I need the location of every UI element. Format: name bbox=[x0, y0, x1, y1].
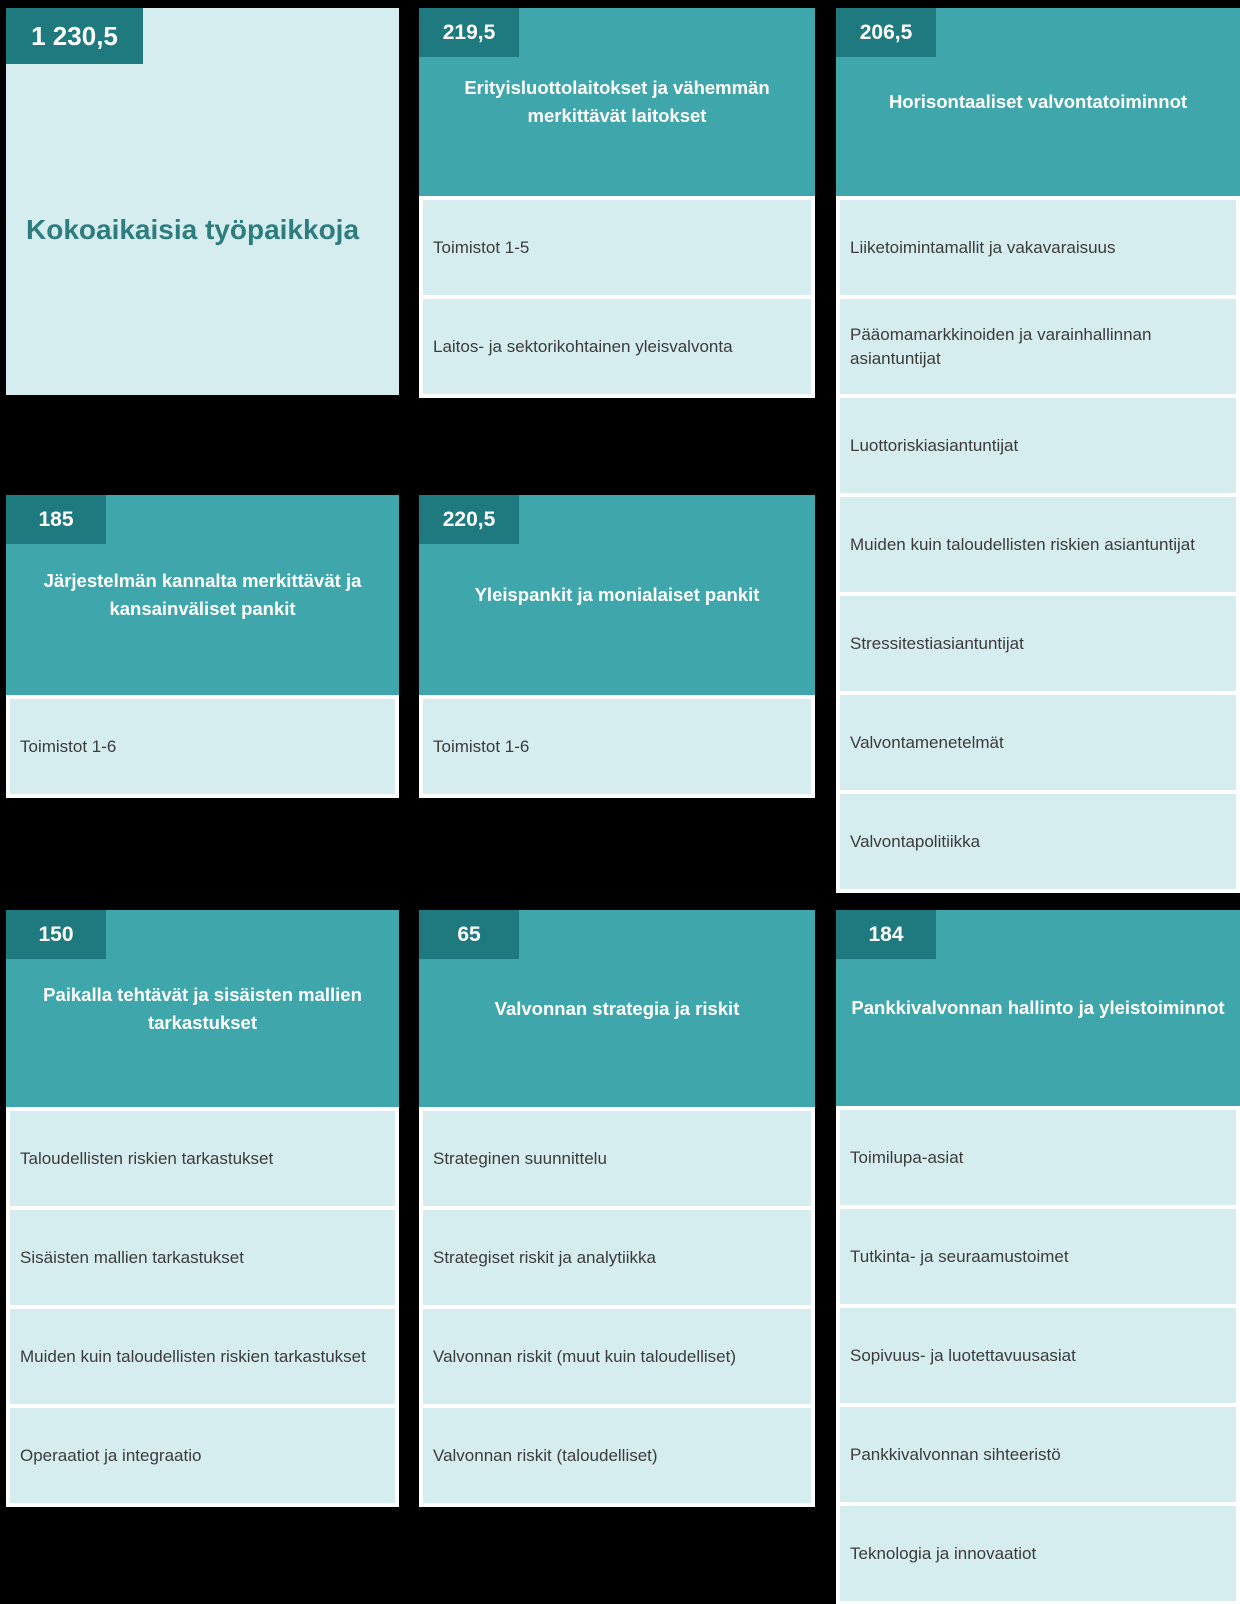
card-systemic-international-banks bbox=[6, 495, 399, 798]
list-item: Stressitestiasiantuntijat bbox=[840, 596, 1236, 691]
summary-card-total-fte bbox=[6, 8, 399, 395]
list-item: Luottoriskiasiantuntijat bbox=[840, 398, 1236, 493]
fte-badge: 65 bbox=[419, 910, 519, 959]
card-header bbox=[6, 910, 399, 1107]
list-item: Toimilupa-asiat bbox=[840, 1110, 1236, 1205]
card-items bbox=[836, 196, 1240, 893]
card-title: Erityisluottolaitokset ja vähemmän merkittävät laitokset bbox=[464, 77, 770, 126]
fte-badge-total: 1 230,5 bbox=[6, 8, 143, 64]
summary-title: Kokoaikaisia työpaikkoja bbox=[26, 214, 360, 245]
card-items bbox=[836, 1106, 1240, 1604]
list-item: Taloudellisten riskien tarkastukset bbox=[10, 1111, 395, 1206]
list-item: Toimistot 1-5 bbox=[423, 200, 811, 295]
list-item: Strategiset riskit ja analytiikka bbox=[423, 1210, 811, 1305]
card-items bbox=[6, 695, 399, 798]
card-supervisory-strategy-and-risk bbox=[419, 910, 815, 1507]
column-middle bbox=[419, 8, 815, 1507]
fte-badge: 185 bbox=[6, 495, 106, 544]
list-item: Valvonnan riskit (taloudelliset) bbox=[423, 1408, 811, 1503]
card-items bbox=[419, 695, 815, 798]
card-title: Paikalla tehtävät ja sisäisten mallien tarkastukset bbox=[43, 983, 362, 1033]
fte-badge: 219,5 bbox=[419, 8, 519, 57]
list-item: Sisäisten mallien tarkastukset bbox=[10, 1210, 395, 1305]
card-special-credit-less-significant-institutions bbox=[419, 8, 815, 398]
list-item: Valvontapolitiikka bbox=[840, 794, 1236, 889]
card-title: Yleispankit ja monialaiset pankit bbox=[474, 584, 760, 606]
card-header bbox=[6, 495, 399, 695]
card-title: Pankkivalvonnan hallinto ja yleistoiminnot bbox=[851, 997, 1225, 1019]
fte-badge: 184 bbox=[836, 910, 936, 959]
card-title: Valvonnan strategia ja riskit bbox=[494, 997, 740, 1019]
fte-badge: 220,5 bbox=[419, 495, 519, 544]
card-items bbox=[6, 1107, 399, 1507]
column-right bbox=[836, 8, 1240, 1604]
list-item: Laitos- ja sektorikohtainen yleisvalvonta bbox=[423, 299, 811, 394]
list-item: Valvontamenetelmät bbox=[840, 695, 1236, 790]
card-header bbox=[419, 495, 815, 695]
list-item: Muiden kuin taloudellisten riskien tarkastukset bbox=[10, 1309, 395, 1404]
list-item: Strateginen suunnittelu bbox=[423, 1111, 811, 1206]
card-header bbox=[419, 8, 815, 196]
list-item: Liiketoimintamallit ja vakavaraisuus bbox=[840, 200, 1236, 295]
card-onsite-internal-model-inspections bbox=[6, 910, 399, 1507]
card-header bbox=[836, 910, 1240, 1106]
card-governance-and-operations bbox=[836, 910, 1240, 1604]
list-item: Muiden kuin taloudellisten riskien asiantuntijat bbox=[840, 497, 1236, 592]
column-left bbox=[6, 8, 399, 1507]
fte-badge: 206,5 bbox=[836, 8, 936, 57]
list-item: Toimistot 1-6 bbox=[423, 699, 811, 794]
list-item: Pääomamarkkinoiden ja varainhallinnan asiantuntijat bbox=[840, 299, 1236, 394]
card-items bbox=[419, 196, 815, 398]
list-item: Valvonnan riskit (muut kuin taloudelliset) bbox=[423, 1309, 811, 1404]
list-item: Pankkivalvonnan sihteeristö bbox=[840, 1407, 1236, 1502]
card-header bbox=[419, 910, 815, 1107]
fte-badge: 150 bbox=[6, 910, 106, 959]
card-header bbox=[836, 8, 1240, 196]
card-title: Järjestelmän kannalta merkittävät ja kansainväliset pankit bbox=[43, 570, 362, 619]
list-item: Sopivuus- ja luotettavuusasiat bbox=[840, 1308, 1236, 1403]
card-items bbox=[419, 1107, 815, 1507]
list-item: Teknologia ja innovaatiot bbox=[840, 1506, 1236, 1601]
card-title: Horisontaaliset valvontatoiminnot bbox=[888, 91, 1188, 113]
card-horizontal-supervision-functions bbox=[836, 8, 1240, 893]
list-item: Operaatiot ja integraatio bbox=[10, 1408, 395, 1503]
card-universal-diversified-banks bbox=[419, 495, 815, 798]
list-item: Tutkinta- ja seuraamustoimet bbox=[840, 1209, 1236, 1304]
list-item: Toimistot 1-6 bbox=[10, 699, 395, 794]
